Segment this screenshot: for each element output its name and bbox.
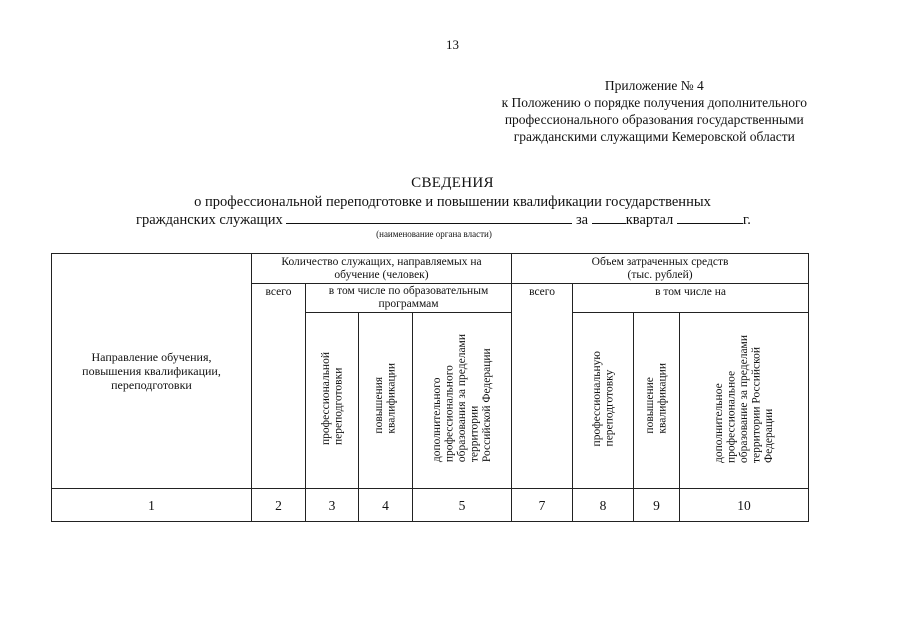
authority-name-hint: (наименование органа власти) — [376, 229, 492, 239]
year-field[interactable] — [677, 211, 743, 224]
header-cost-qualification: повышение квалификации — [634, 313, 680, 489]
header-cost-total: всего — [512, 284, 573, 489]
document-subtitle-line-1: о профессиональной переподготовке и повышении квалификации государственных — [194, 194, 711, 210]
column-number: 8 — [573, 489, 634, 522]
appendix-line-1: Приложение № 4 — [604, 78, 704, 93]
appendix-line-3: профессионального образования государственными — [504, 112, 804, 127]
page-number: 13 — [446, 37, 459, 52]
header-count-total: всего — [252, 284, 306, 489]
column-number: 3 — [306, 489, 359, 522]
column-number: 1 — [52, 489, 252, 522]
appendix-line-4: гражданскими служащими Кемеровской области — [513, 129, 795, 144]
column-number-row — [52, 489, 809, 522]
appendix-block — [502, 77, 807, 145]
header-count-programs: в том числе по образовательным программам — [306, 284, 512, 313]
header-cost-incl: в том числе на — [573, 284, 809, 313]
quarter-field[interactable] — [592, 211, 626, 224]
document-subtitle-line-2 — [136, 211, 751, 229]
header-count-retraining: профессиональной переподготовки — [306, 313, 359, 489]
subtitle-prefix: гражданских служащих — [136, 212, 283, 228]
subtitle-kvartal: квартал — [625, 212, 674, 228]
header-direction: Направление обучения, повышения квалификации, переподготовки — [52, 254, 252, 489]
document-title: СВЕДЕНИЯ — [411, 175, 494, 191]
column-number: 9 — [634, 489, 680, 522]
column-number: 7 — [512, 489, 573, 522]
header-cost-abroad: дополнительное профессиональное образование за пределами территории Российской Федерации — [680, 313, 809, 489]
column-number: 10 — [680, 489, 809, 522]
header-count-group: Количество служащих, направляемых на обучение (человек) — [252, 254, 512, 284]
header-count-abroad: дополнительного профессионального образования за пределами территории Российской Федерации — [413, 313, 512, 489]
authority-name-field[interactable] — [286, 211, 572, 224]
header-count-qualification: повышения квалификации — [359, 313, 413, 489]
column-number: 4 — [359, 489, 413, 522]
appendix-line-2: к Положению о порядке получения дополнительного — [501, 95, 807, 110]
subtitle-g: г. — [742, 212, 751, 228]
header-cost-retraining: профессиональную переподготовку — [573, 313, 634, 489]
report-table — [51, 253, 809, 522]
column-number: 2 — [252, 489, 306, 522]
column-number: 5 — [413, 489, 512, 522]
subtitle-za: за — [575, 212, 589, 228]
header-cost-group: Объем затраченных средств (тыс. рублей) — [512, 254, 809, 284]
